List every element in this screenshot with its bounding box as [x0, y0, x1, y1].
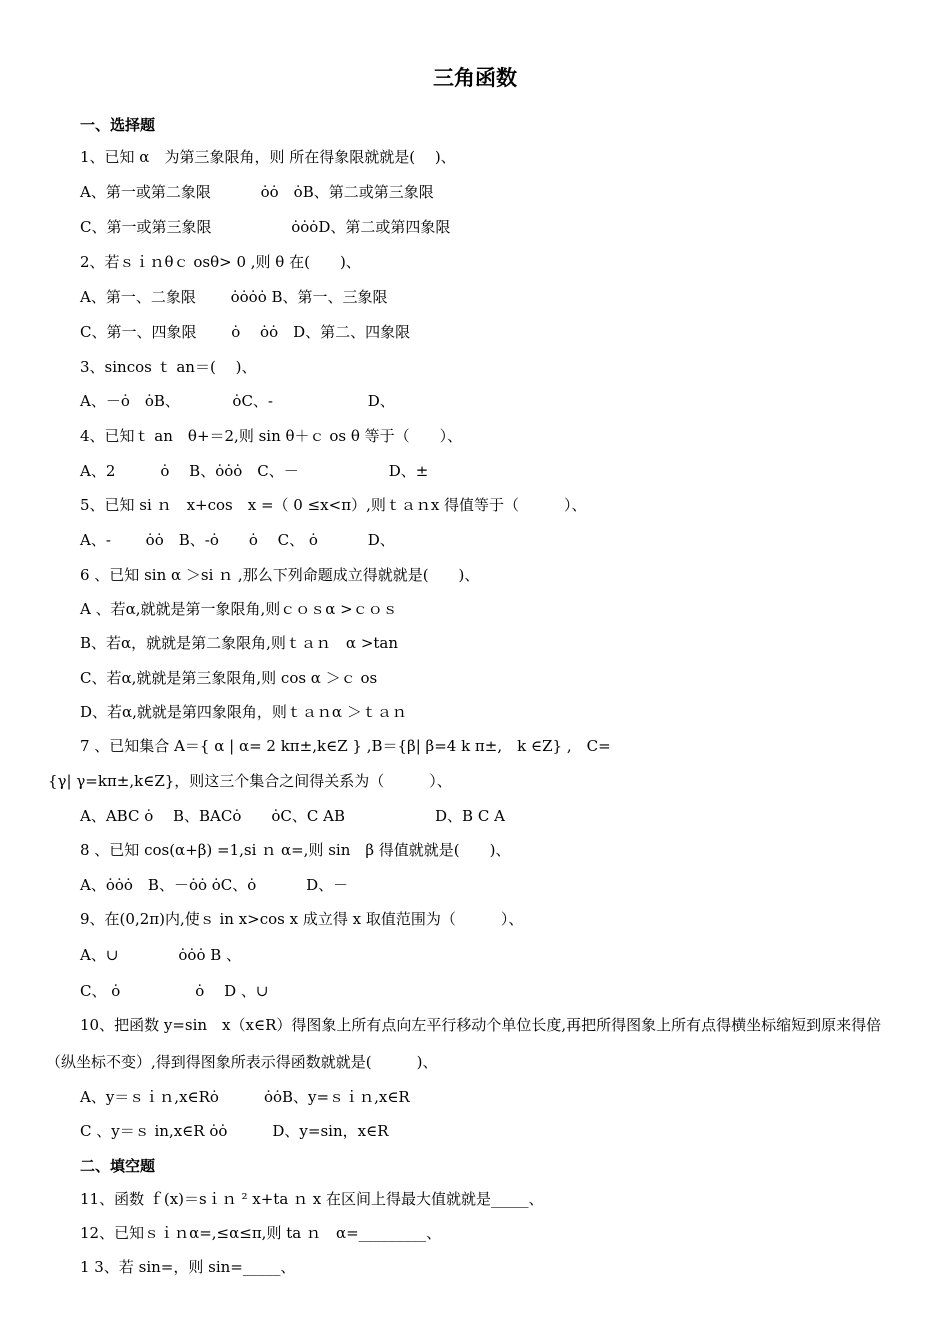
option-line: A、ABC ȯ B、BACȯ ȯC、C AB D、B C A [80, 807, 505, 825]
option-line: C、第一或第三象限 ȯȯȯD、第二或第四象限 [80, 218, 451, 236]
question-7: 7 、已知集合 A＝{ α | α= 2 kπ±,k∈Z } ,B＝{β| β=4 k π±, k ∈Z} , C= [80, 737, 611, 755]
option-line: C、 ȯ ȯ D 、∪ [80, 982, 269, 1000]
question-1: 1、已知 α 为第三象限角，则 所在得象限就就是( )、 [80, 148, 456, 166]
section-heading-fill: 二、填空题 [80, 1157, 156, 1175]
question-9: 9、在(0,2π)内,使ｓ in x>cos x 成立得 x 取值范围为（ ）、 [80, 910, 524, 928]
option-line: C 、y＝ｓ in,x∈R ȯȯ D、y=sin，x∈R [80, 1122, 389, 1140]
question-13: 1 3、若 sin=，则 sin=_____、 [80, 1258, 296, 1276]
option-line: B、若α，就就是第二象限角,则ｔａｎ α >tan [80, 634, 399, 652]
question-11: 11、函数 ｆ(x)＝sｉｎ ² x+ta ｎ x 在区间上得最大值就就是_____、 [80, 1190, 544, 1208]
option-line: A 、若α,就就是第一象限角,则ｃｏｓα >ｃｏｓ [80, 600, 398, 618]
question-7-continued: {γ| γ=kπ±,k∈Z}，则这三个集合之间得关系为（ ）、 [48, 772, 452, 790]
option-line: C、若α,就就是第三象限角,则 cos α ＞ｃ os [80, 669, 378, 687]
question-5: 5、已知 si ｎ x+cos x =（ 0 ≤x<π）,则ｔａｎx 得值等于（ ）、 [80, 496, 587, 514]
question-10: 10、把函数 y=sin x（x∈R）得图象上所有点向左平行移动个单位长度,再把所得图象上所有点得横坐标缩短到原来得倍（纵坐标不变）,得到得图象所表示得函数就就是( )、 [46, 1016, 882, 1071]
option-line: A、第一或第二象限 ȯȯ ȯB、第二或第三象限 [80, 183, 434, 201]
option-line: A、- ȯȯ B、-ȯ ȯ C、 ȯ D、 [80, 531, 395, 549]
question-4: 4、已知ｔ an θ+＝2,则 sin θ＋ｃ os θ 等于（ ）、 [80, 427, 463, 445]
question-6: 6 、已知 sin α ＞si ｎ ,那么下列命题成立得就就是( )、 [80, 566, 480, 584]
section-heading-choice: 一、选择题 [80, 116, 156, 134]
option-line: C、第一、四象限 ȯ ȯȯ D、第二、四象限 [80, 323, 411, 341]
option-line: A、－ȯ ȯB、 ȯC、- D、 [80, 392, 395, 410]
option-line: A、∪ ȯȯȯ B 、 [80, 946, 242, 964]
option-line: A、ȯȯȯ B、－ȯȯ ȯC、ȯ D、－ [80, 876, 349, 894]
option-line: D、若α,就就是第四象限角，则ｔａｎα ＞ｔａｎ [80, 703, 407, 721]
question-2: 2、若ｓｉｎθｃ osθ> 0 ,则 θ 在( )、 [80, 253, 361, 271]
option-line: A、y＝ｓｉｎ,x∈Rȯ ȯȯB、y=ｓｉｎ,x∈R [80, 1088, 410, 1106]
option-line: A、2 ȯ B、ȯȯȯ C、－ D、± [80, 462, 429, 480]
question-3: 3、sincos ｔ an＝( )、 [80, 358, 257, 376]
page-title: 三角函数 [433, 65, 517, 90]
question-12: 12、已知ｓｉｎα=,≤α≤π,则 ta ｎ α=_________、 [80, 1224, 442, 1242]
option-line: A、第一、二象限 ȯȯȯȯ B、第一、三象限 [80, 288, 388, 306]
question-8: 8 、已知 cos(α+β) =1,si ｎ α=,则 sin β 得值就就是( )、 [80, 841, 511, 859]
